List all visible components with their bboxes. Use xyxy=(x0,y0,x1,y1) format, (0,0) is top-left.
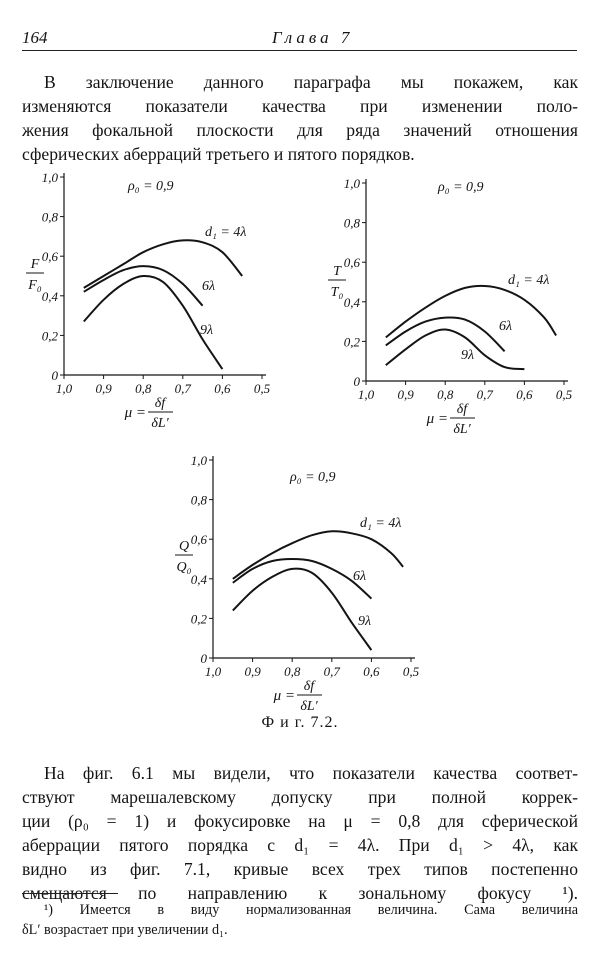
y-label-numerator: T xyxy=(333,264,341,279)
x-tick-label: 0,7 xyxy=(323,664,340,679)
y-label-numerator: Q xyxy=(178,539,190,554)
y-label-denominator: F₀ xyxy=(28,278,42,293)
y-tick-label: 1,0 xyxy=(41,170,58,185)
footnote-rule xyxy=(22,893,118,894)
series-line xyxy=(386,286,556,338)
series-label: 9λ xyxy=(358,614,372,629)
y-tick-label: 0,4 xyxy=(190,571,207,587)
x-tick-label: 0,6 xyxy=(214,381,231,396)
series-line xyxy=(84,266,203,306)
y-label-numerator: F xyxy=(30,257,40,272)
y-tick-label: 0,2 xyxy=(343,334,360,350)
x-tick-label: 0,9 xyxy=(244,664,261,679)
intro-line: В заключение данного параграфа мы покажем, как xyxy=(44,72,578,92)
y-tick-label: 0 xyxy=(51,368,58,383)
x-tick-label: 0,9 xyxy=(397,387,414,402)
series-label: 6λ xyxy=(499,319,513,334)
series-label: d₁ = 4λ xyxy=(508,273,550,288)
y-tick-label: 1,0 xyxy=(343,176,360,191)
x-tick-label: 1,0 xyxy=(357,387,375,402)
x-tick-label: 1,0 xyxy=(204,664,222,679)
y-tick-label: 0,6 xyxy=(343,255,360,271)
footnote-line: ¹) Имеется в виду нормализованная величина. Сама величина xyxy=(44,902,578,918)
series-label: 6λ xyxy=(202,279,216,294)
x-tick-label: 0,6 xyxy=(516,387,533,402)
x-label-symbol: μ = xyxy=(426,411,448,427)
y-tick-label: 0 xyxy=(200,651,207,666)
x-tick-label: 0,7 xyxy=(174,381,191,396)
series-line xyxy=(233,531,403,579)
x-tick-label: 0,8 xyxy=(135,381,152,396)
y-tick-label: 0,4 xyxy=(343,294,360,310)
y-tick-label: 0,4 xyxy=(41,288,58,304)
footnote xyxy=(22,900,578,940)
x-label-denominator: δL′ xyxy=(300,699,318,710)
series-label: d₁ = 4λ xyxy=(205,225,247,240)
y-tick-label: 0,8 xyxy=(190,492,207,508)
y-tick-label: 0,8 xyxy=(343,215,360,231)
series-label: 9λ xyxy=(200,323,214,338)
intro-line: сферических аберраций третьего и пятого порядков. xyxy=(22,144,415,164)
x-tick-label: 0,8 xyxy=(437,387,454,402)
x-tick-label: 0,6 xyxy=(363,664,380,679)
y-tick-label: 0 xyxy=(353,374,360,389)
series-label: d₁ = 4λ xyxy=(360,516,402,531)
y-tick-label: 0,2 xyxy=(190,611,207,627)
x-label-symbol: μ = xyxy=(273,688,295,704)
figure-caption: Ф и г. 7.2. xyxy=(261,714,339,731)
body-line: ствуют марешалевскому допуску при полной коррек- xyxy=(22,787,578,807)
body-paragraph xyxy=(22,761,578,905)
x-label-symbol: μ = xyxy=(124,405,146,421)
rho-annotation: ρ₀ = 0,9 xyxy=(128,179,174,194)
x-tick-label: 0,5 xyxy=(555,387,573,402)
rho-annotation: ρ₀ = 0,9 xyxy=(438,180,484,195)
x-label-numerator: δf xyxy=(303,679,315,694)
chapter-title: Глава 7 xyxy=(272,28,354,47)
y-label-denominator: T₀ xyxy=(330,285,344,300)
x-label-numerator: δf xyxy=(456,402,468,417)
x-tick-label: 0,5 xyxy=(402,664,420,679)
body-line: На фиг. 6.1 мы видели, что показатели качества соответ- xyxy=(44,763,578,783)
body-line: ции (ρ₀ = 1) и фокусировке на μ = 0,8 для сферической xyxy=(22,811,578,831)
body-line: смещаются по направлению к зональному фокусу ¹). xyxy=(22,883,578,903)
y-label-denominator: Q₀ xyxy=(176,560,192,575)
rho-annotation: ρ₀ = 0,9 xyxy=(290,470,336,485)
page-number: 164 xyxy=(22,28,48,47)
x-label-denominator: δL′ xyxy=(453,422,471,437)
x-label-numerator: δf xyxy=(154,396,166,411)
x-tick-label: 0,5 xyxy=(253,381,271,396)
intro-line: жения фокальной плоскости для ряда значений отношения xyxy=(22,120,578,140)
x-tick-label: 0,9 xyxy=(95,381,112,396)
x-tick-label: 1,0 xyxy=(55,381,73,396)
series-label: 6λ xyxy=(353,569,367,584)
y-tick-label: 0,2 xyxy=(41,328,58,344)
x-tick-label: 0,7 xyxy=(476,387,493,402)
x-tick-label: 0,8 xyxy=(284,664,301,679)
intro-line: изменяются показатели качества при изменении поло- xyxy=(22,96,578,116)
y-tick-label: 0,6 xyxy=(190,532,207,548)
series-label: 9λ xyxy=(461,348,475,363)
y-tick-label: 1,0 xyxy=(190,453,207,468)
y-tick-label: 0,6 xyxy=(41,249,58,265)
x-label-denominator: δL′ xyxy=(151,416,169,431)
footnote-line: δL′ возрастает при увеличении d₁. xyxy=(22,922,228,938)
y-tick-label: 0,8 xyxy=(41,209,58,225)
body-line: видно из фиг. 7.1, кривые всех трех типов постепенно xyxy=(22,859,578,879)
body-line: аберрации пятого порядка с d₁ = 4λ. При d₁ > 4λ, как xyxy=(22,835,578,855)
